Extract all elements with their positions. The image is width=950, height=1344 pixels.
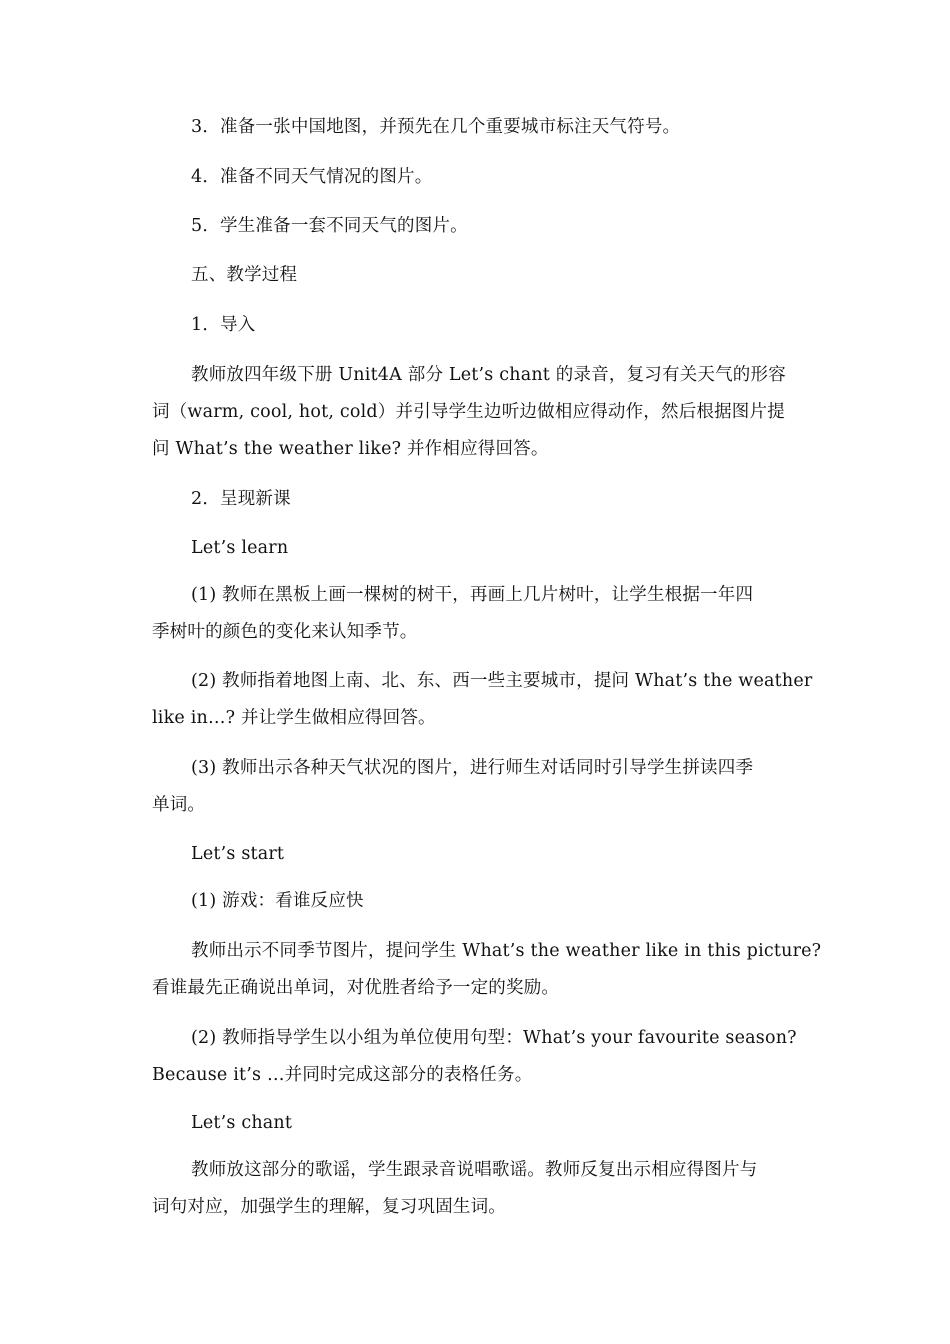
start-item-2-line-2: Because it’s …并同时完成这部分的表格任务。 <box>152 1065 533 1085</box>
learn-item-3-line-2: 单词。 <box>152 795 206 815</box>
intro-paragraph-line-2: 词（warm, cool, hot, cold）并引导学生边听边做相应得动作，然后根据图片提 <box>152 402 785 422</box>
start-item-2-line-1: (2) 教师指导学生以小组为单位使用句型：What’s your favourite season? <box>191 1028 797 1048</box>
step-heading-intro: 1．导入 <box>191 315 256 335</box>
subheading-lets-learn: Let’s learn <box>191 538 289 558</box>
learn-item-2-line-2: like in…? 并让学生做相应得回答。 <box>152 708 436 728</box>
subheading-lets-chant: Let’s chant <box>191 1113 293 1133</box>
learn-item-2-line-1: (2) 教师指着地图上南、北、东、西一些主要城市，提问 What’s the weather <box>191 671 813 691</box>
chant-paragraph-line-2: 词句对应，加强学生的理解，复习巩固生词。 <box>152 1197 506 1217</box>
start-item-1-desc-line-1: 教师出示不同季节图片，提问学生 What’s the weather like in this picture? <box>191 941 822 961</box>
learn-item-1-line-1: (1) 教师在黑板上画一棵树的树干，再画上几片树叶，让学生根据一年四 <box>191 585 754 605</box>
section-heading-teaching-process: 五、教学过程 <box>191 265 298 285</box>
prep-item-3: 3．准备一张中国地图，并预先在几个重要城市标注天气符号。 <box>191 117 681 137</box>
learn-item-1-line-2: 季树叶的颜色的变化来认知季节。 <box>152 622 418 642</box>
subheading-lets-start: Let’s start <box>191 844 285 864</box>
intro-paragraph-line-3: 问 What’s the weather like? 并作相应得回答。 <box>152 439 549 459</box>
prep-item-4: 4．准备不同天气情况的图片。 <box>191 167 433 187</box>
prep-item-5: 5．学生准备一套不同天气的图片。 <box>191 216 468 236</box>
learn-item-3-line-1: (3) 教师出示各种天气状况的图片，进行师生对话同时引导学生拼读四季 <box>191 758 754 778</box>
chant-paragraph-line-1: 教师放这部分的歌谣，学生跟录音说唱歌谣。教师反复出示相应得图片与 <box>191 1160 758 1180</box>
start-item-1-desc-line-2: 看谁最先正确说出单词，对优胜者给予一定的奖励。 <box>152 978 560 998</box>
intro-paragraph-line-1: 教师放四年级下册 Unit4A 部分 Let’s chant 的录音，复习有关天气的形容 <box>191 365 786 385</box>
step-heading-new-lesson: 2．呈现新课 <box>191 489 291 509</box>
start-item-1: (1) 游戏：看谁反应快 <box>191 891 364 911</box>
